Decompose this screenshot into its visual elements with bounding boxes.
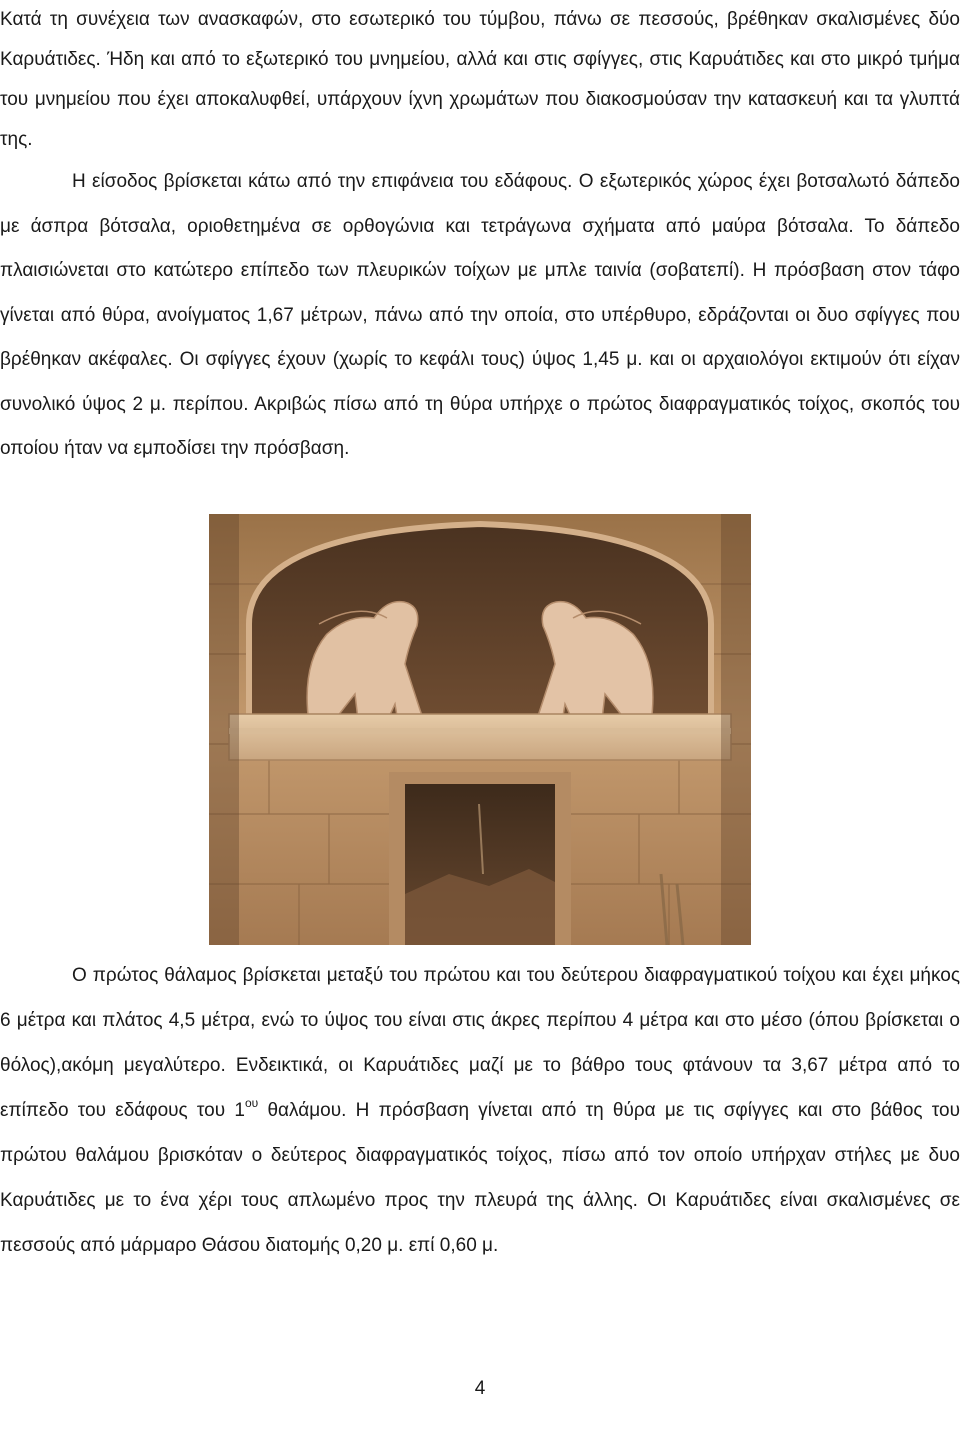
paragraph-carytids — [0, 0, 960, 160]
paragraph-text: Κατά τη συνέχεια των ανασκαφών, στο εσωτερικό του τύμβου, πάνω σε πεσσούς, βρέθηκαν σκαλισμένες δύο Καρυάτιδες. Ήδη και από το εξωτερικό του μνημείου, αλλά και στις σφίγγες, στις Καρυάτιδες και στο μικρό τμήμα του μνημείου που έχει αποκαλυφθεί, υπάρχουν ίχνη χρωμάτων που διακοσμούσαν την κατασκευή και τα γλυπτά της. — [0, 9, 960, 150]
paragraph-entrance — [0, 160, 960, 472]
sphinx-tomb-photo — [209, 514, 751, 945]
page-number: 4 — [474, 1378, 486, 1399]
ordinal-superscript: ου — [244, 1095, 259, 1110]
paragraph-first-chamber — [0, 953, 960, 1268]
paragraph-text-part1: Ο πρώτος θάλαμος βρίσκεται μεταξύ του πρώτου και του δεύτερου διαφραγματικού τοίχου και έχει μήκος 6 μέτρα και πλάτος 4,5 μέτρα, ενώ το ύψος του είναι στις άκρες περίπου 4 μέτρα και στο μέσο (όπου βρίσκεται ο θόλος),ακόμη μεγαλύτερο. Ενδεικτικά, οι Καρυάτιδες μαζί με το βάθρο τους φτάνουν τα 3,67 μέτρα από το επίπεδο του εδάφους του 1 — [0, 965, 960, 1121]
paragraph-text: Η είσοδος βρίσκεται κάτω από την επιφάνεια του εδάφους. Ο εξωτερικός χώρος έχει βοτσαλωτό δάπεδο με άσπρα βότσαλα, οριοθετημένα σε ορθογώνια και τετράγωνα σχήματα από μαύρα βότσαλα. Το δάπεδο πλαισιώνεται στο κατώτερο επίπεδο των πλευρικών τοίχων με μπλε ταινία (σοβατεπί). Η πρόσβαση στον τάφο γίνεται από θύρα, ανοίγματος 1,67 μέτρων, πάνω από την οποία, στο υπέρθυρο, εδράζονται οι δυο σφίγγες που βρέθηκαν ακέφαλες. Οι σφίγγες έχουν (χωρίς το κεφάλι τους) ύψος 1,45 μ. και οι αρχαιολόγοι εκτιμούν ότι είχαν συνολικό ύψος 2 μ. περίπου. Ακριβώς πίσω από τη θύρα υπήρχε ο πρώτος διαφραγματικός τοίχος, σκοπός του οποίου ήταν να εμποδίσει την πρόσβαση. — [0, 171, 960, 459]
paragraph-text-part2: θαλάμου. Η πρόσβαση γίνεται από τη θύρα με τις σφίγγες και στο βάθος του πρώτου θαλάμου βρισκόταν ο δεύτερος διαφραγματικός τοίχος, πίσω από τον οποίο υπήρχαν στήλες με δυο Καρυάτιδες με το ένα χέρι τους απλωμένο προς την πλευρά της άλλης. Οι Καρυάτιδες είναι σκαλισμένες σε πεσσούς από μάρμαρο Θάσου διατομής 0,20 μ. επί 0,60 μ. — [0, 1100, 960, 1256]
